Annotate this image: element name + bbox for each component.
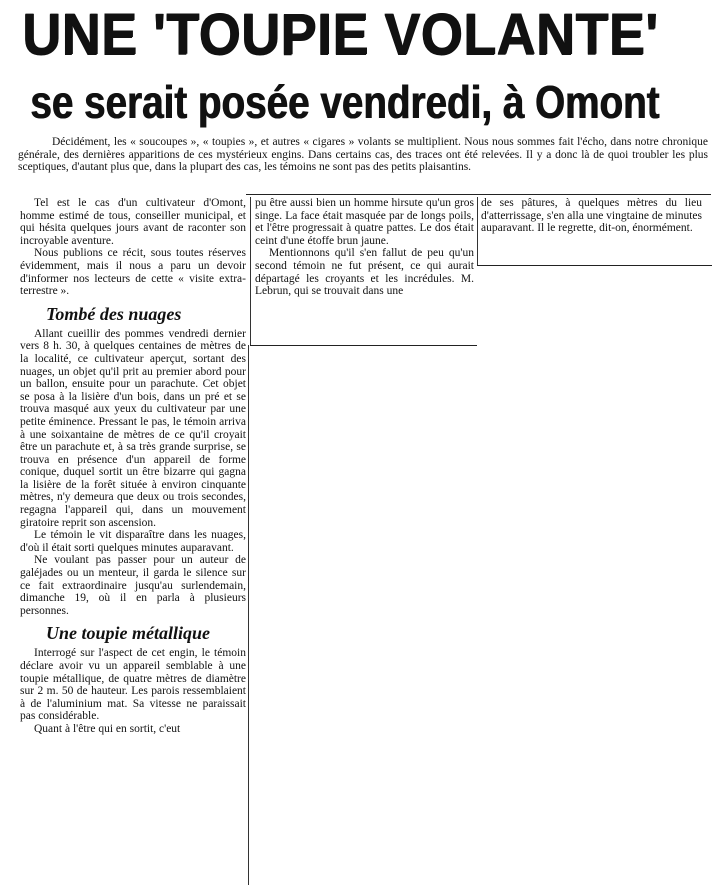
paragraph: pu être aussi bien un homme hirsute qu'un gros singe. La face était masquée par de longs poils, et l'être progressait à quatre pattes. Le dos était ceint d'une étoffe brun jaune. [255, 197, 474, 247]
column-end-rule [250, 345, 477, 346]
headline-sub: se serait posée vendredi, à Omont [30, 76, 660, 128]
paragraph: de ses pâtures, à quelques mètres du lieu d'atterrissage, s'en alla une vingtaine de minutes auparavant. Il le regrette, dit-on, énormément. [481, 197, 702, 235]
column-top-rule [246, 194, 711, 195]
paragraph: Tel est le cas d'un cultivateur d'Omont, homme estimé de tous, conseiller municipal, et qui hésita quelques jours avant de raconter son incroyable aventure. [20, 197, 246, 247]
article-intro: Décidément, les « soucoupes », « toupies », et autres « cigares » volants se multiplient. Nous nous sommes fait l'écho, dans notre chronique générale, des dernières apparitions de ces mystérieux engins. Dans certains cas, des traces ont été relevées. Il y a donc là de quoi troubler les plus sceptiques, d'autant plus que, dans la plupart des cas, les témoins ne sont pas des petits plaisantins. [18, 136, 708, 173]
column-divider [477, 197, 478, 265]
column-end-rule [477, 265, 712, 266]
subheading: Une toupie métallique [46, 623, 210, 644]
paragraph: Mentionnons qu'il s'en fallut de peu qu'un second témoin ne fut présent, ce qui aurait départagé les croyants et les incrédules. M. Lebrun, qui se trouvait dans une [255, 247, 474, 298]
paragraph: Interrogé sur l'aspect de cet engin, le témoin déclare avoir vu un appareil semblable à une toupie métallique, de quatre mètres de diamètre sur 2 m. 50 de hauteur. Les parois ressemblaient à de l'aluminium mat. Sa vitesse ne paraissait pas considérable. [20, 647, 246, 723]
paragraph: Allant cueillir des pommes vendredi dernier vers 8 h. 30, à quelques centaines de mètres de la localité, ce cultivateur aperçut, sortant des nuages, un objet qu'il prit au premier abord pour un ballon, ensuite pour un parachute. Cet objet se posa à la lisière d'un bois, dans un pré et se trouva masqué aux yeux du cultivateur par une petite éminence. Pressant le pas, le témoin arriva à une soixantaine de mètres de ce qu'il croyait être un parachute et, à sa très grande surprise, se trouva en présence d'un appareil de forme conique, duquel sortit un être bizarre qui gagna la lisière de la forêt située à environ cinquante mètres, n'y demeura que deux ou trois secondes, regagna l'appareil qui, dans un mouvement giratoire reprit son ascension. [20, 327, 246, 529]
paragraph: Ne voulant pas passer pour un auteur de galéjades ou un menteur, il garda le silence sur ce fait extraordinaire jusqu'au surlendemain, dimanche 19, où il en parla à plusieurs personnes. [20, 554, 246, 617]
article-column-1 [20, 197, 246, 736]
article-column-2 [255, 197, 474, 298]
column-divider [248, 345, 249, 885]
paragraph: Nous publions ce récit, sous toutes réserves évidemment, mais il nous a paru un devoir d'informer nos lecteurs de cette « visite extra-terrestre ». [20, 247, 246, 298]
paragraph: Le témoin le vit disparaître dans les nuages, d'où il était sorti quelques minutes auparavant. [20, 529, 246, 554]
column-divider [250, 197, 251, 345]
subheading: Tombé des nuages [46, 303, 182, 324]
article-column-3 [481, 197, 702, 235]
headline-main: UNE 'TOUPIE VOLANTE' [22, 2, 659, 67]
paragraph: Quant à l'être qui en sortit, c'eut [34, 722, 181, 735]
